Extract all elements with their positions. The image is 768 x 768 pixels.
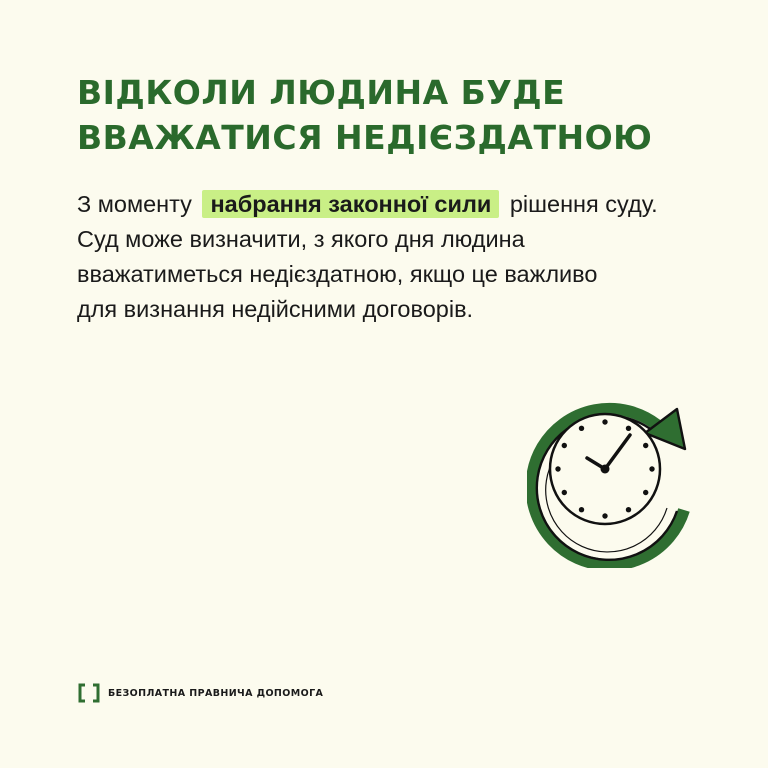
brackets-logo-icon	[78, 683, 100, 703]
body-line-4: для визнання недійсними договорів.	[77, 296, 474, 322]
body-line-1-end: рішення суду.	[509, 191, 658, 217]
clock-center-pin	[601, 465, 610, 474]
body-line-2: Суд може визначити, з якого дня людина	[77, 226, 525, 252]
clock-with-circular-arrow-icon	[527, 398, 707, 568]
page-title	[77, 70, 652, 160]
page-title-line-1: ВІДКОЛИ ЛЮДИНА БУДЕ	[77, 73, 566, 112]
organization-name: БЕЗОПЛАТНА ПРАВНИЧА ДОПОМОГА	[108, 687, 324, 699]
body-paragraph	[77, 187, 717, 327]
body-line-1	[77, 187, 717, 222]
body-line-3: вважатиметься недієздатною, якщо це важливо	[77, 261, 598, 287]
highlighted-phrase: набрання законної сили	[202, 190, 499, 218]
page-title-line-2: ВВАЖАТИСЯ НЕДІЄЗДАТНОЮ	[77, 118, 653, 157]
body-line-1-start: З моменту	[77, 191, 192, 217]
footer-logo	[78, 683, 323, 703]
